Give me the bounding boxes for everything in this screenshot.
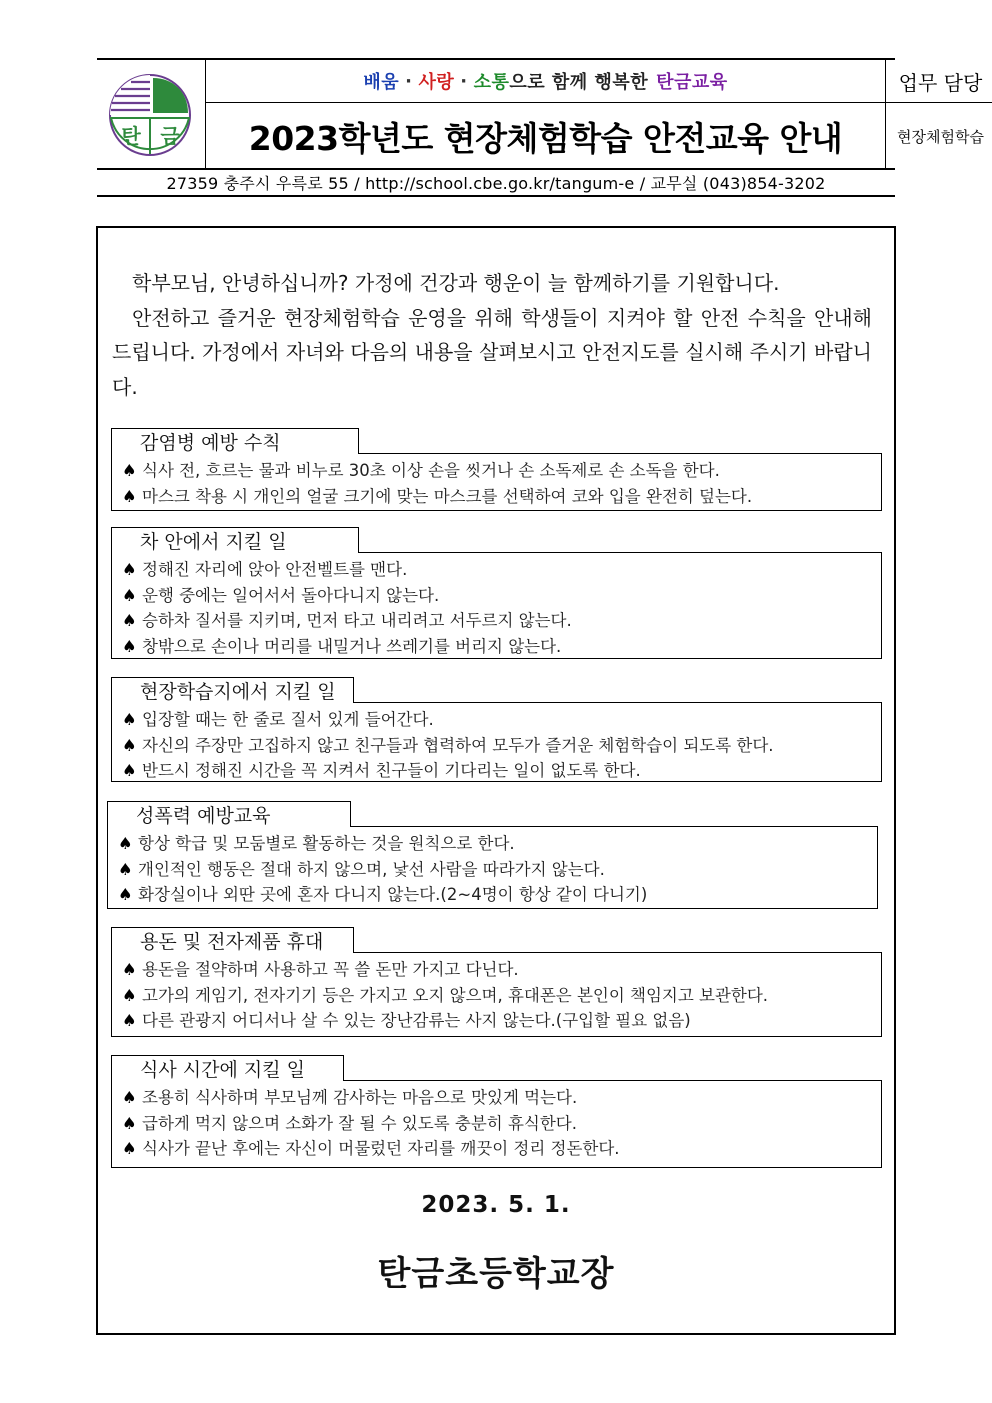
spade-bullet-icon: ♠ [122,461,137,480]
list-item: ♠ 화장실이나 외딴 곳에 혼자 다니지 않는다.(2~4명이 항상 같이 다니기) [118,882,867,908]
list-item: ♠ 조용히 식사하며 부모님께 감사하는 마음으로 맛있게 먹는다. [122,1085,871,1111]
intro-greeting: 학부모님, 안녕하십니까? 가정에 건강과 행운이 늘 함께하기를 기원합니다. [132,271,780,295]
spade-bullet-icon: ♠ [122,960,137,979]
spade-bullet-icon: ♠ [122,735,137,755]
list-item: ♠ 다른 관광지 어디서나 살 수 있는 장난감류는 사지 않는다.(구입할 필요 없음) [122,1008,871,1034]
list-item: ♠ 마스크 착용 시 개인의 얼굴 크기에 맞는 마스크를 선택하여 코와 입을 완전히 덮는다. [122,484,871,510]
list-item: ♠ 운행 중에는 일어서서 돌아다니지 않는다. [122,583,871,609]
spade-bullet-icon: ♠ [122,710,137,729]
school-address: 27359 충주시 우륵로 55 / http://school.cbe.go.kr/tangum-e / 교무실 (043)854-3202 [97,170,895,197]
intro-paragraph: 안전하고 즐거운 현장체험학습 운영을 위해 학생들이 지켜야 할 안전 수칙을 안내해 드립니다. 가정에서 자녀와 다음의 내용을 살펴보시고 안전지도를 실시해 주시기 바랍니다. [112,305,872,399]
intro-text [112,266,872,404]
slogan-separator: · [460,70,468,92]
section-box-in-vehicle [111,552,882,659]
slogan-word-communication: 소통 [473,72,510,93]
section-box-field-site [111,702,882,782]
section-title-meal-time: 식사 시간에 지킬 일 [111,1055,344,1081]
department-label: 현장체험학습 [897,128,984,146]
spade-bullet-icon: ♠ [122,1113,137,1133]
spade-bullet-icon: ♠ [122,985,137,1005]
spade-bullet-icon: ♠ [122,486,137,506]
slogan-middle-text: 으로 함께 행복한 [509,72,649,93]
list-item: ♠ 자신의 주장만 고집하지 않고 친구들과 협력하여 모두가 즐거운 체험학습이 되도록 한다. [122,733,871,759]
spade-bullet-icon: ♠ [118,885,133,904]
section-box-money-electronics [111,952,882,1037]
section-title-sexual-violence-prevention: 성폭력 예방교육 [107,801,351,827]
list-item: ♠ 급하게 먹지 않으며 소화가 잘 될 수 있도록 충분히 휴식한다. [122,1111,871,1137]
list-item: ♠ 입장할 때는 한 줄로 질서 있게 들어간다. [122,707,871,733]
school-logo [97,60,206,170]
spade-bullet-icon: ♠ [122,1011,137,1030]
spade-bullet-icon: ♠ [122,1088,137,1107]
list-item: ♠ 용돈을 절약하며 사용하고 꼭 쓸 돈만 가지고 다닌다. [122,957,871,983]
list-item: ♠ 개인적인 행동은 절대 하지 않으며, 낯선 사람을 따라가지 않는다. [118,857,867,883]
list-item: ♠ 고가의 게임기, 전자기기 등은 가지고 오지 않으며, 휴대폰은 본인이 책임지고 보관한다. [122,983,871,1009]
spade-bullet-icon: ♠ [118,859,133,879]
list-item: ♠ 정해진 자리에 앉아 안전벨트를 맨다. [122,557,871,583]
logo-char-right: 금 [160,124,180,148]
spade-bullet-icon: ♠ [122,560,137,579]
section-title-in-vehicle: 차 안에서 지킬 일 [111,527,359,553]
issue-date: 2023. 5. 1. [421,1192,571,1218]
section-box-meal-time [111,1080,882,1168]
principal-signature: 탄금초등학교장 [377,1254,615,1294]
staff-label: 업무 담당 [886,60,992,103]
school-slogan [206,60,886,103]
slogan-school-name: 탄금교육 [656,72,728,93]
spade-bullet-icon: ♠ [122,611,137,630]
spade-bullet-icon: ♠ [122,636,137,656]
section-title-money-electronics: 용돈 및 전자제품 휴대 [111,927,354,953]
list-item: ♠ 식사가 끝난 후에는 자신이 머물렀던 자리를 깨끗이 정리 정돈한다. [122,1136,871,1162]
slogan-word-learning: 배움 [363,72,400,93]
school-emblem-icon [107,72,193,158]
section-box-sexual-violence-prevention [107,826,878,909]
spade-bullet-icon: ♠ [122,761,137,780]
slogan-separator: · [405,70,413,92]
logo-char-left: 탄 [121,124,141,148]
slogan-word-love: 사랑 [418,72,455,93]
spade-bullet-icon: ♠ [118,834,133,853]
section-box-infection-prevention [111,453,882,511]
letterhead [97,58,984,170]
section-title-field-site: 현장학습지에서 지킬 일 [111,677,354,703]
spade-bullet-icon: ♠ [122,1139,137,1158]
list-item: ♠ 반드시 정해진 시간을 꼭 지켜서 친구들이 기다리는 일이 없도록 한다. [122,758,871,784]
list-item: ♠ 항상 학급 및 모둠별로 활동하는 것을 원칙으로 한다. [118,831,867,857]
list-item: ♠ 식사 전, 흐르는 물과 비누로 30초 이상 손을 씻거나 손 소독제로 손 소독을 한다. [122,458,871,484]
list-item: ♠ 승하차 질서를 지키며, 먼저 타고 내리려고 서두르지 않는다. [122,608,871,634]
list-item: ♠ 창밖으로 손이나 머리를 내밀거나 쓰레기를 버리지 않는다. [122,634,871,660]
spade-bullet-icon: ♠ [122,585,137,605]
section-title-infection-prevention: 감염병 예방 수칙 [111,428,359,454]
document-title: 2023학년도 현장체험학습 안전교육 안내 [206,103,886,170]
